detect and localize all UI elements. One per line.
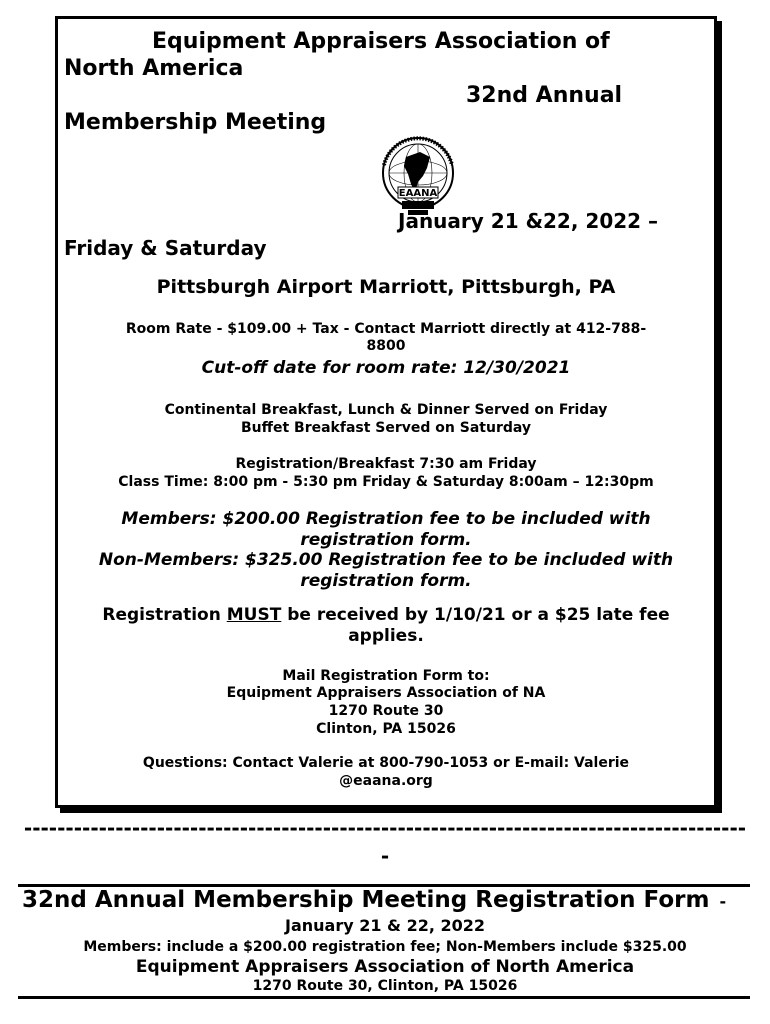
event-flyer (55, 16, 717, 808)
deadline-must: MUST (226, 605, 282, 625)
registration-deadline-line2: applies. (348, 626, 424, 646)
form-title (22, 889, 726, 912)
registration-time: Registration/Breakfast 7:30 am Friday (235, 456, 537, 472)
room-rate-line2: 8800 (366, 338, 406, 354)
form-title-suffix: - (719, 892, 727, 911)
mail-line2: Equipment Appraisers Association of NA (226, 685, 546, 701)
eaana-logo (380, 135, 456, 217)
room-rate-line1: Room Rate - $109.00 + Tax - Contact Marriott directly at 412-788- (125, 321, 647, 337)
deadline-suffix: be received by 1/10/21 or a $25 late fee (281, 605, 670, 625)
mail-line4: Clinton, PA 15026 (316, 721, 456, 737)
cutoff-date: Cut-off date for room rate: 12/30/2021 (201, 358, 571, 378)
meals-line1: Continental Breakfast, Lunch & Dinner Served on Friday (164, 402, 608, 418)
logo-text: EAANA (398, 188, 438, 199)
event-date-line2: Friday & Saturday (64, 236, 267, 260)
mail-line1: Mail Registration Form to: (282, 668, 490, 684)
cut-line-trailing: - (380, 844, 390, 868)
class-time: Class Time: 8:00 pm - 5:30 pm Friday & Saturday 8:00am – 12:30pm (118, 474, 654, 490)
questions-line2: @eaana.org (339, 773, 433, 789)
form-dates: January 21 & 22, 2022 (284, 916, 486, 935)
event-date-line1: January 21 &22, 2022 – (398, 209, 659, 233)
registration-deadline (58, 605, 714, 626)
mail-line3: 1270 Route 30 (328, 703, 444, 719)
nonmembers-fee-line1: Non-Members: $325.00 Registration fee to be included with (98, 550, 674, 570)
form-address: 1270 Route 30, Clinton, PA 15026 (252, 978, 518, 994)
form-fees: Members: include a $200.00 registration fee; Non-Members include $325.00 (83, 939, 687, 955)
flyer-title-line4: Membership Meeting (64, 110, 327, 135)
meals-line2: Buffet Breakfast Served on Saturday (240, 420, 532, 436)
flyer-title-line3: 32nd Annual (466, 83, 623, 108)
cut-line: --------------------------------------------------------------------------------------- (23, 818, 747, 838)
form-organization: Equipment Appraisers Association of North America (135, 957, 635, 977)
form-bottom-rule (18, 996, 750, 999)
deadline-prefix: Registration (102, 605, 227, 625)
venue: Pittsburgh Airport Marriott, Pittsburgh, PA (156, 276, 616, 298)
nonmembers-fee-line2: registration form. (300, 571, 472, 591)
flyer-title-line1: Equipment Appraisers Association of (152, 29, 610, 54)
questions-line1: Questions: Contact Valerie at 800-790-1053 or E-mail: Valerie (142, 755, 630, 771)
members-fee-line2: registration form. (300, 530, 472, 550)
flyer-title-line2: North America (64, 56, 244, 81)
members-fee-line1: Members: $200.00 Registration fee to be included with (121, 509, 651, 529)
form-title-text: 32nd Annual Membership Meeting Registration Form (22, 887, 710, 913)
